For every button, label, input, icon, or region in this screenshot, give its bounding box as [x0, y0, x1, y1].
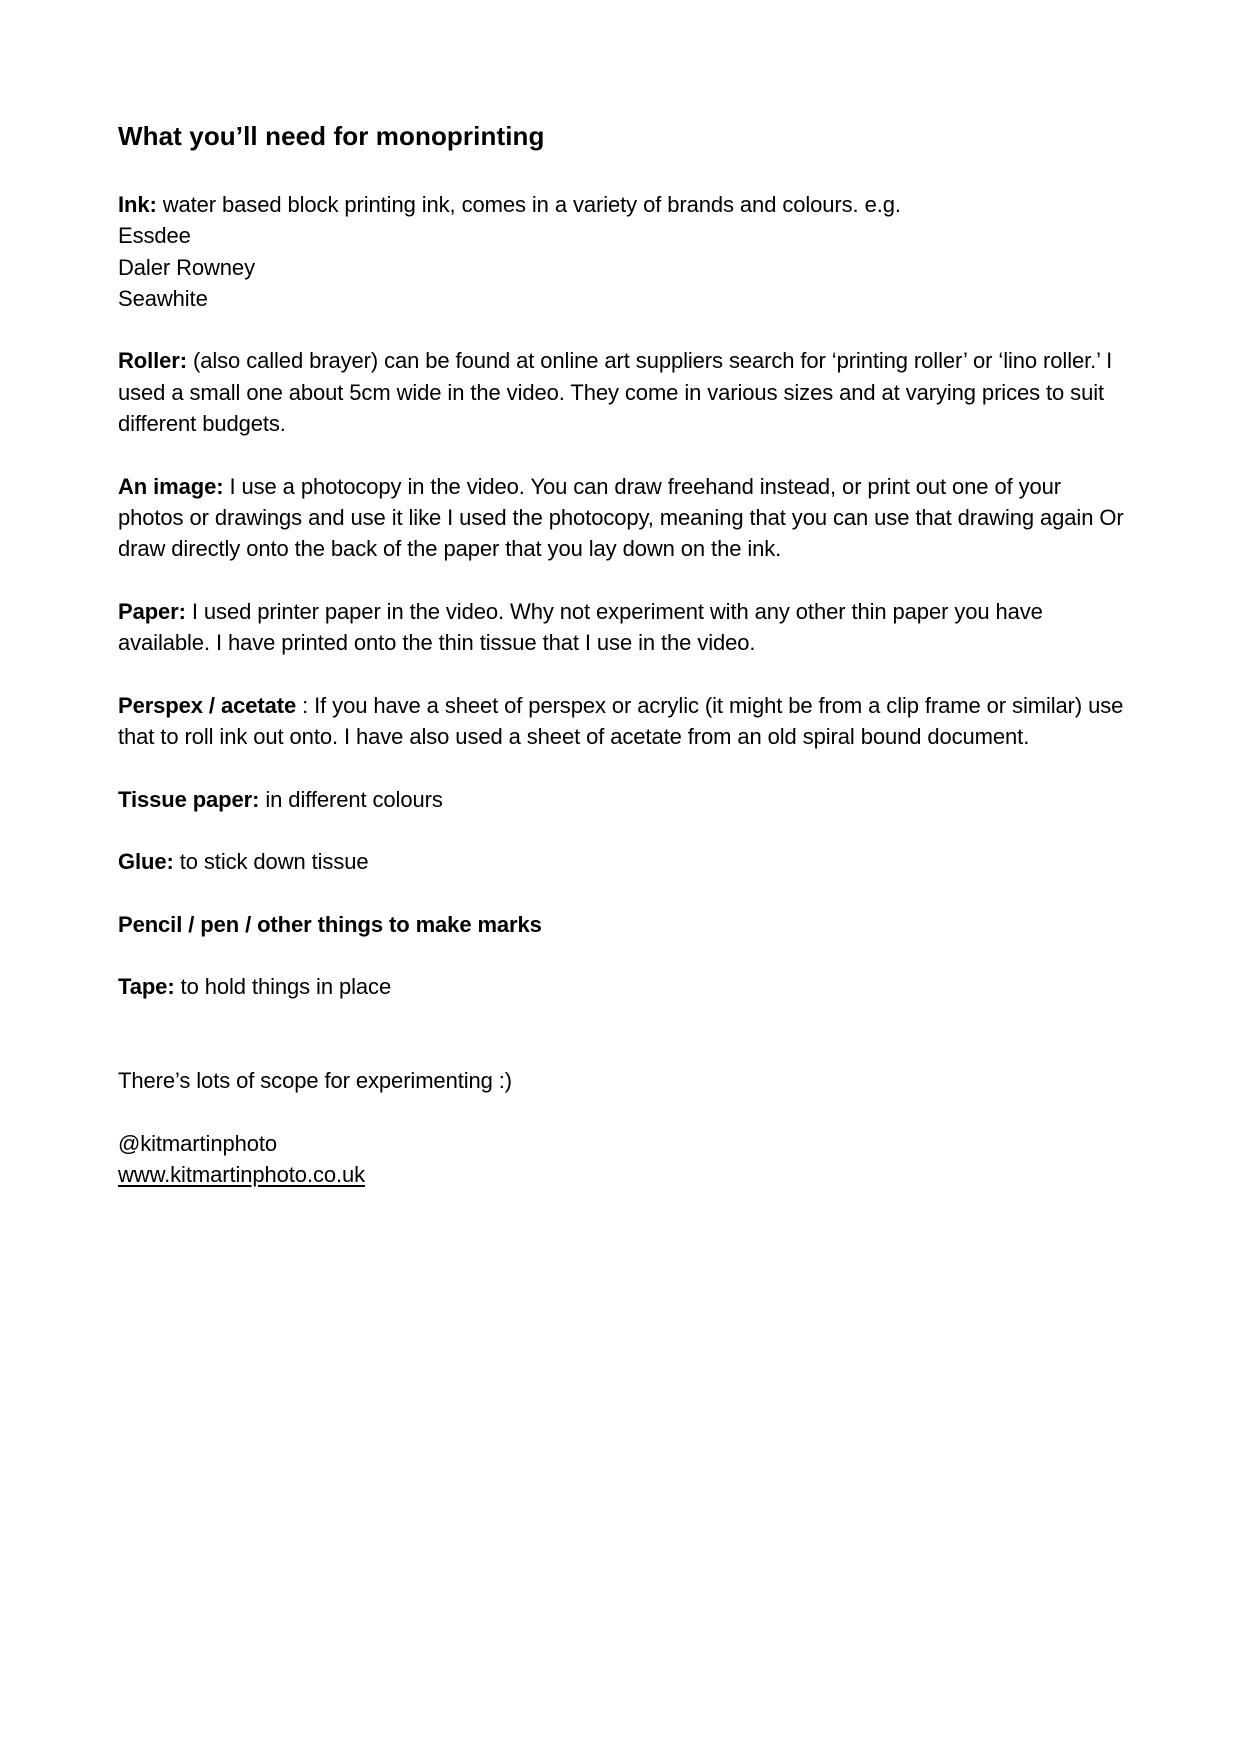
pencil-label: Pencil / pen / other things to make marks	[118, 911, 542, 937]
perspex-text: : If you have a sheet of perspex or acrylic (it might be from a clip frame or similar) use that to roll ink out onto. I have also used a sheet of acetate from an old spiral bound document.	[118, 692, 1124, 750]
social-handle: @kitmartinphoto	[118, 1130, 278, 1156]
ink-label: Ink:	[118, 192, 157, 217]
brand-item: Daler Rowney	[118, 254, 255, 280]
pencil-section	[118, 909, 1128, 940]
image-text: I use a photocopy in the video. You can draw freehand instead, or print out one of your photos or drawings and use it like I used the photocopy, meaning that you can use that drawing again Or draw directly onto the back of the paper that you lay down on the ink.	[118, 473, 1124, 562]
tape-section	[118, 971, 1128, 1002]
roller-section	[118, 345, 1128, 439]
page-title: What you’ll need for monoprinting	[118, 121, 545, 151]
paper-section	[118, 596, 1128, 659]
contact-section	[118, 1128, 1128, 1191]
paper-text: I used printer paper in the video. Why not experiment with any other thin paper you have available. I have printed onto the thin tissue that I use in the video.	[118, 598, 1043, 656]
ink-section	[118, 189, 1128, 314]
tape-label: Tape:	[118, 974, 175, 1000]
tissue-section	[118, 784, 1128, 815]
glue-section	[118, 846, 1128, 877]
tape-text: to hold things in place	[174, 974, 392, 1000]
roller-label: Roller:	[118, 348, 187, 374]
image-label: An image:	[118, 473, 224, 499]
roller-text: (also called brayer) can be found at online art suppliers search for ‘printing roller’ or ‘lino roller.’ I used a small one about 5cm wide in the video. They come in various sizes and at varying prices to suit different budgets.	[118, 348, 1113, 437]
website-link[interactable]: www.kitmartinphoto.co.uk	[118, 1161, 366, 1187]
document-page	[118, 116, 1128, 1222]
glue-text: to stick down tissue	[173, 849, 369, 875]
tissue-label: Tissue paper:	[118, 786, 260, 812]
brand-item: Essdee	[118, 223, 191, 249]
perspex-section	[118, 690, 1128, 753]
paper-label: Paper:	[118, 598, 186, 624]
brand-item: Seawhite	[118, 285, 208, 311]
tissue-text: in different colours	[259, 786, 443, 812]
glue-label: Glue:	[118, 849, 174, 875]
perspex-label: Perspex / acetate	[118, 692, 297, 718]
image-section	[118, 471, 1128, 565]
closing-text: There’s lots of scope for experimenting :)	[118, 1068, 513, 1094]
spacer	[118, 1034, 1128, 1065]
ink-text: water based block printing ink, comes in a variety of brands and colours. e.g.	[156, 192, 901, 217]
